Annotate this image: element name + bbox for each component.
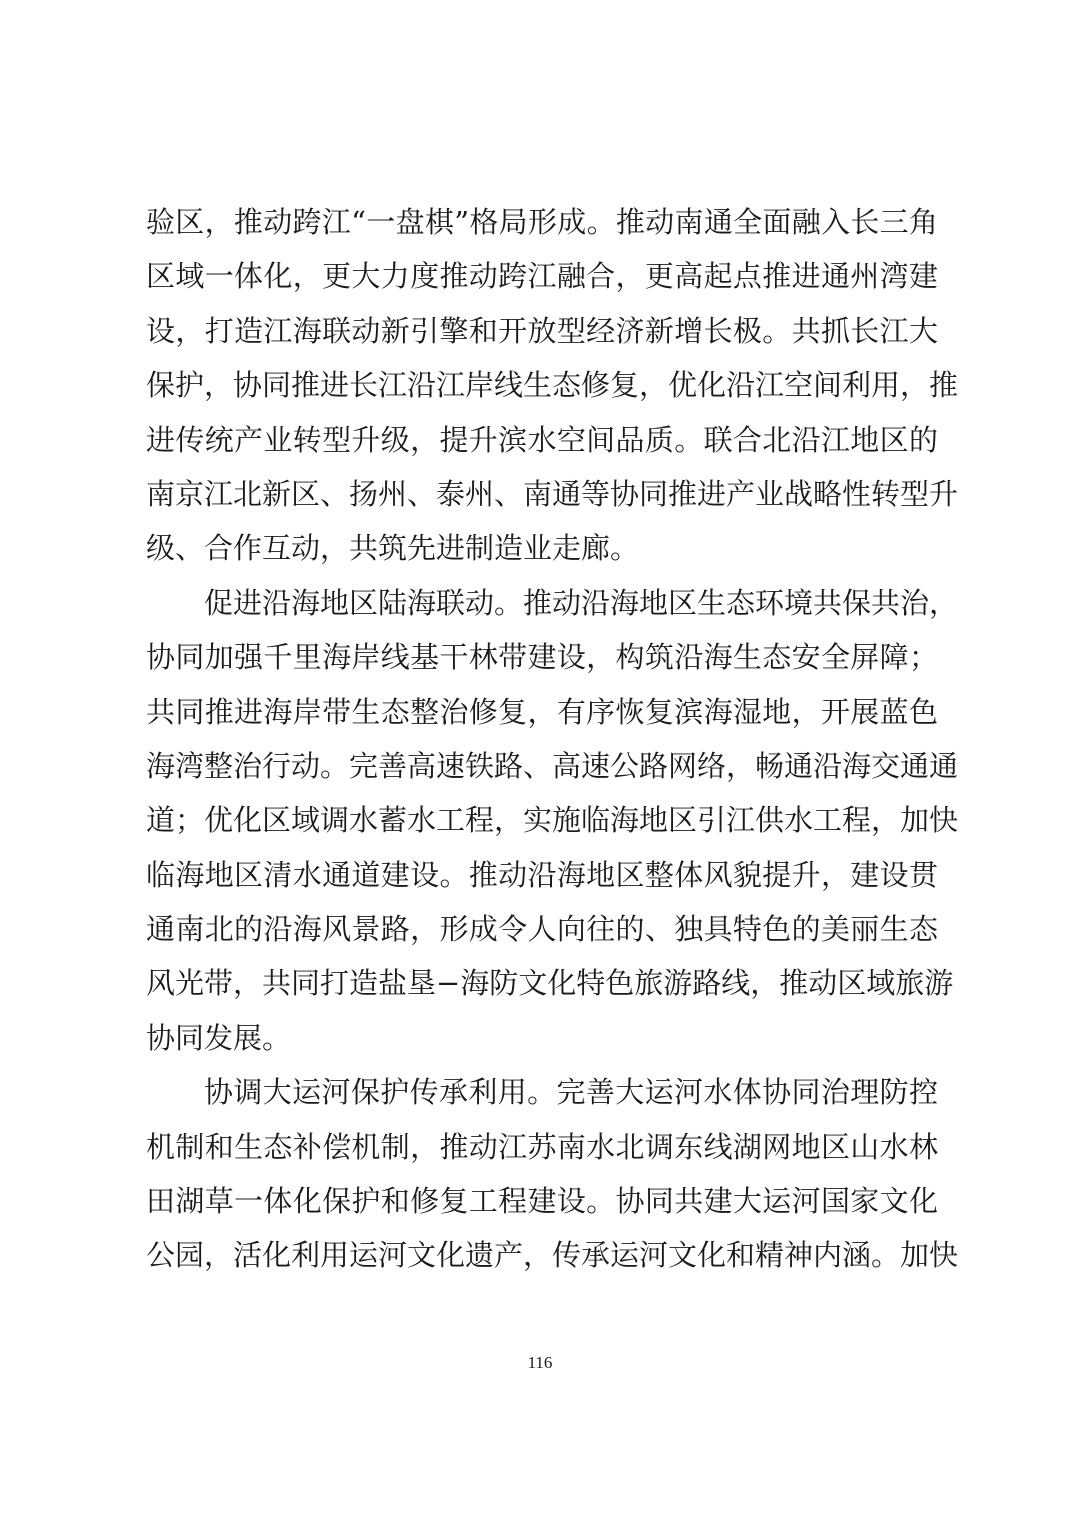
paragraph-1-line-7: 级、合作互动，共筑先进制造业走廊。 (146, 531, 640, 566)
paragraph-1-line-4: 保护，协同推进长江沿江岸线生态修复，优化沿江空间利用，推 (146, 368, 959, 403)
paragraph-3-line-1-text: 完善大运河水体协同治理防控 (556, 1075, 938, 1110)
paragraph-3-line-4: 公园，活化利用运河文化遗产，传承运河文化和精神内涵。加快 (146, 1238, 959, 1273)
paragraph-1-line-6: 南京江北新区、扬州、泰州、南通等协同推进产业战略性转型升 (146, 476, 959, 511)
paragraph-3-line-1 (146, 1065, 938, 1119)
paragraph-2-line-9: 协同发展。 (146, 1020, 292, 1055)
paragraph-2-line-1 (146, 576, 959, 630)
paragraph-3-lead-heading: 协调大运河保护传承利用。 (204, 1075, 557, 1110)
paragraph-2-line-8: 风光带，共同打造盐垦−海防文化特色旅游路线，推动区域旅游 (146, 966, 954, 1001)
paragraph-2-line-4: 海湾整治行动。完善高速铁路、高速公路网络，畅通沿海交通通 (146, 748, 959, 783)
paragraph-2-lead-heading: 促进沿海地区陆海联动。 (204, 585, 524, 620)
paragraph-2-line-1-text: 推动沿海地区生态环境共保共治， (523, 585, 959, 620)
paragraph-1-line-5: 进传统产业转型升级，提升滨水空间品质。联合北沿江地区的 (146, 422, 938, 457)
paragraph-2-line-6: 临海地区清水通道建设。推动沿海地区整体风貌提升，建设贯 (146, 857, 938, 892)
paragraph-2-line-3: 共同推进海岸带生态整治修复，有序恢复滨海湿地，开展蓝色 (146, 694, 938, 729)
page-number: 116 (527, 1353, 553, 1372)
paragraph-2-line-2: 协同加强千里海岸线基干林带建设，构筑沿海生态安全屏障； (146, 640, 938, 675)
paragraph-1-line-1: 验区，推动跨江“一盘棋”格局形成。推动南通全面融入长三角 (146, 205, 938, 239)
paragraph-3-line-2: 机制和生态补偿机制，推动江苏南水北调东线湖网地区山水林 (146, 1129, 938, 1164)
paragraph-2-line-5: 道；优化区域调水蓄水工程，实施临海地区引江供水工程，加快 (146, 803, 959, 838)
paragraph-1-line-2: 区域一体化，更大力度推动跨江融合，更高起点推进通州湾建 (146, 259, 938, 294)
paragraph-2-line-7: 通南北的沿海风景路，形成令人向往的、独具特色的美丽生态 (146, 912, 938, 947)
paragraph-3-line-3: 田湖草一体化保护和修复工程建设。协同共建大运河国家文化 (146, 1184, 938, 1219)
paragraph-1-line-3: 设，打造江海联动新引擎和开放型经济新增长极。共抓长江大 (146, 313, 938, 348)
body-text (146, 195, 959, 1283)
